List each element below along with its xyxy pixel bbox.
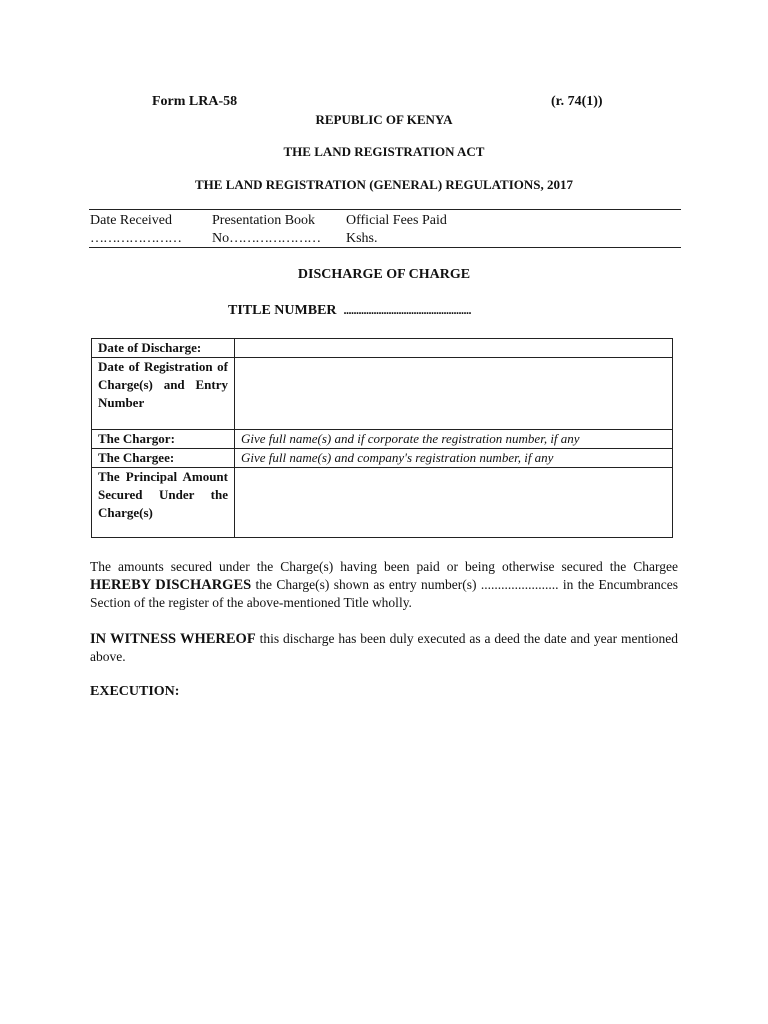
act-heading: THE LAND REGISTRATION ACT: [283, 144, 485, 159]
presentation-no-label: No: [212, 231, 230, 246]
office-use-top-rule: [89, 209, 681, 210]
table-row: [92, 358, 673, 430]
presentation-book-label: Presentation Book: [212, 213, 316, 228]
discharge-paragraph-start: The amounts secured under the Charge(s) having been paid or being otherwise secured the Chargee: [90, 559, 678, 574]
row-label-chargee: The Chargee:: [92, 449, 235, 468]
row-label-registration: Date of Registration of Charge(s) and Entry Number: [92, 358, 235, 430]
table-row: [92, 468, 673, 538]
republic-heading: REPUBLIC OF KENYA: [315, 112, 453, 127]
discharge-paragraph: [90, 558, 678, 612]
regulations-heading: THE LAND REGISTRATION (GENERAL) REGULATIONS, 2017: [194, 177, 574, 192]
execution-heading: EXECUTION:: [90, 684, 180, 699]
presentation-book-block: [212, 212, 320, 248]
row-value-date-of-discharge[interactable]: [235, 339, 673, 358]
official-fees-label: Official Fees Paid: [346, 213, 447, 228]
title-number-label: TITLE NUMBER: [228, 303, 337, 318]
office-use-bottom-rule: [89, 247, 681, 248]
discharge-details-table: [91, 338, 673, 538]
witness-paragraph: [90, 630, 678, 666]
table-row: [92, 430, 673, 449]
in-witness-whereof-lead: IN WITNESS WHEREOF: [90, 631, 256, 647]
row-value-principal-amount[interactable]: [235, 468, 673, 538]
official-fees-block: [346, 212, 447, 248]
row-label-date-of-discharge: Date of Discharge:: [92, 339, 235, 358]
date-received-label: Date Received: [90, 213, 173, 228]
form-number: Form LRA-58: [152, 94, 238, 109]
row-label-principal-amount: The Principal Amount Secured Under the Charge(s): [92, 468, 235, 538]
rule-reference: (r. 74(1)): [551, 94, 603, 109]
row-value-chargor[interactable]: Give full name(s) and if corporate the registration number, if any: [235, 430, 673, 449]
presentation-no-dots: …………………: [229, 231, 321, 246]
hereby-discharges-lead: HEREBY DISCHARGES: [90, 577, 252, 593]
document-title: DISCHARGE OF CHARGE: [297, 267, 471, 282]
row-label-chargor: The Chargor:: [92, 430, 235, 449]
table-row: [92, 449, 673, 468]
fees-currency: Kshs.: [346, 231, 378, 246]
table-row: [92, 339, 673, 358]
title-number-line: [228, 303, 471, 319]
title-number-dots: ...................................................: [343, 303, 472, 317]
witness-paragraph-rest: this discharge has been duly executed as a deed the date and year mentioned above.: [90, 631, 678, 664]
row-value-registration[interactable]: [235, 358, 673, 430]
row-value-chargee[interactable]: Give full name(s) and company's registration number, if any: [235, 449, 673, 468]
date-received-dots: …………………: [90, 231, 181, 246]
date-received-block: [90, 212, 181, 248]
discharge-paragraph-rest: the Charge(s) shown as entry number(s) ....................... in the Encumbrances Section of the register of the above-mentioned Title wholly.: [90, 577, 678, 610]
